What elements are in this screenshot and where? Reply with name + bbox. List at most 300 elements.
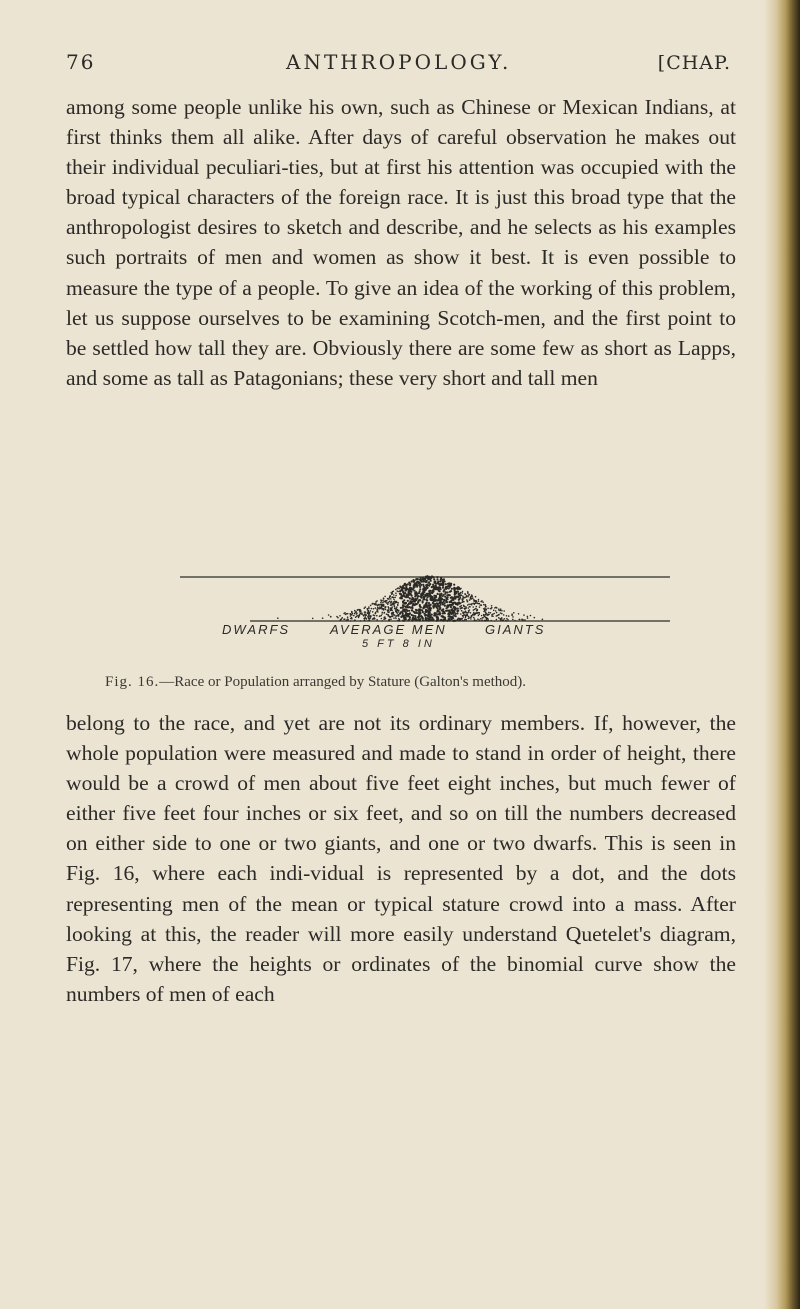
- person-dot: [388, 602, 390, 604]
- person-dot: [398, 611, 400, 613]
- person-dot: [527, 617, 529, 619]
- person-dot: [375, 607, 377, 609]
- person-dot: [433, 585, 435, 587]
- person-dot: [487, 608, 489, 610]
- person-dot: [415, 609, 417, 611]
- caption-number: Fig. 16.: [105, 674, 160, 690]
- person-dot: [389, 597, 391, 599]
- person-dot: [408, 602, 410, 604]
- person-dot: [439, 613, 441, 615]
- person-dot: [397, 615, 399, 617]
- person-dot: [530, 615, 532, 617]
- person-dot: [375, 612, 377, 614]
- person-dot: [392, 615, 394, 617]
- person-dot: [416, 586, 418, 588]
- person-dot: [391, 606, 393, 608]
- person-dot: [353, 615, 355, 617]
- person-dot: [392, 604, 394, 606]
- person-dot: [462, 592, 464, 594]
- person-dot: [402, 595, 404, 597]
- person-dot: [407, 600, 409, 602]
- person-dot: [460, 613, 462, 615]
- person-dot: [437, 593, 439, 595]
- person-dot: [388, 598, 390, 600]
- person-dot: [449, 594, 451, 596]
- person-dot: [493, 610, 495, 612]
- person-dot: [506, 615, 508, 617]
- person-dot: [513, 612, 515, 614]
- person-dot: [492, 616, 494, 618]
- person-dot: [461, 598, 463, 600]
- person-dot: [444, 605, 446, 607]
- person-dot: [498, 614, 500, 616]
- person-dot: [351, 612, 353, 614]
- person-dot: [418, 619, 420, 621]
- person-dot: [425, 581, 427, 583]
- person-dot: [404, 603, 406, 605]
- person-dot: [365, 615, 367, 617]
- person-dot: [480, 601, 482, 603]
- person-dot: [441, 615, 443, 617]
- person-dot: [512, 619, 514, 621]
- person-dot: [344, 612, 346, 614]
- person-dot: [478, 599, 480, 601]
- person-dot: [393, 591, 395, 593]
- person-dot: [475, 608, 477, 610]
- running-title: ANTHROPOLOGY.: [286, 50, 512, 74]
- stature-dot-diagram: [180, 565, 670, 625]
- chapter-mark: [CHAP.: [657, 52, 731, 74]
- person-dot: [437, 619, 439, 621]
- person-dot: [449, 591, 451, 593]
- person-dot: [394, 607, 396, 609]
- person-dot: [462, 600, 464, 602]
- caption-text: —Race or Population arranged by Stature (Galton's method).: [159, 674, 527, 690]
- person-dot: [457, 608, 459, 610]
- person-dot: [416, 581, 418, 583]
- person-dot: [456, 612, 458, 614]
- person-dot: [398, 620, 400, 622]
- person-dot: [454, 606, 456, 608]
- person-dot: [408, 582, 410, 584]
- person-dot: [512, 616, 514, 618]
- person-dot: [407, 594, 409, 596]
- person-dot: [394, 605, 396, 607]
- person-dot: [394, 597, 396, 599]
- person-dot: [464, 606, 466, 608]
- person-dot: [458, 599, 460, 601]
- person-dot: [463, 605, 465, 607]
- person-dot: [454, 620, 456, 622]
- person-dot: [384, 618, 386, 620]
- person-dot: [447, 606, 449, 608]
- person-dot: [436, 578, 438, 580]
- person-dot: [442, 594, 444, 596]
- person-dot: [368, 613, 370, 615]
- person-dot: [409, 584, 411, 586]
- person-dot: [354, 610, 356, 612]
- person-dot: [418, 592, 420, 594]
- person-dot: [493, 613, 495, 615]
- person-dot: [398, 615, 400, 617]
- person-dot: [433, 576, 435, 578]
- person-dot: [468, 607, 470, 609]
- person-dot: [439, 595, 441, 597]
- person-dot: [527, 616, 529, 618]
- person-dot: [411, 601, 413, 603]
- person-dot: [380, 602, 382, 604]
- person-dot: [444, 616, 446, 618]
- person-dot: [468, 617, 470, 619]
- person-dot: [439, 608, 441, 610]
- person-dot: [409, 612, 411, 614]
- person-dot: [346, 619, 348, 621]
- person-dot: [370, 610, 372, 612]
- person-dot: [395, 616, 397, 618]
- person-dot: [477, 618, 479, 620]
- person-dot: [432, 602, 434, 604]
- person-dot: [473, 614, 475, 616]
- person-dot: [405, 596, 407, 598]
- person-dot: [429, 614, 431, 616]
- person-dot: [387, 603, 389, 605]
- person-dot: [440, 593, 442, 595]
- person-dot: [467, 612, 469, 614]
- person-dot: [444, 580, 446, 582]
- person-dot: [441, 602, 443, 604]
- person-dot: [494, 607, 496, 609]
- person-dot: [422, 611, 424, 613]
- person-dot: [407, 619, 409, 621]
- person-dot: [427, 593, 429, 595]
- person-dot: [439, 584, 441, 586]
- person-dot: [470, 612, 472, 614]
- person-dot: [471, 596, 473, 598]
- person-dot: [381, 613, 383, 615]
- person-dot: [465, 617, 467, 619]
- person-dot: [393, 594, 395, 596]
- person-dot: [443, 599, 445, 601]
- person-dot: [454, 593, 456, 595]
- person-dot: [379, 608, 381, 610]
- person-dot: [405, 584, 407, 586]
- person-dot: [368, 611, 370, 613]
- person-dot: [433, 578, 435, 580]
- person-dot: [396, 602, 398, 604]
- person-dot: [347, 618, 349, 620]
- person-dot: [390, 602, 392, 604]
- person-dot: [415, 593, 417, 595]
- person-dot: [383, 604, 385, 606]
- person-dot: [398, 610, 400, 612]
- person-dot: [371, 608, 373, 610]
- person-dot: [396, 608, 398, 610]
- person-dot: [442, 584, 444, 586]
- person-dot: [405, 589, 407, 591]
- person-dot: [469, 606, 471, 608]
- person-dot: [368, 608, 370, 610]
- person-dot: [473, 617, 475, 619]
- person-dot: [382, 612, 384, 614]
- person-dot: [380, 599, 382, 601]
- person-dot: [428, 576, 430, 578]
- person-dot: [417, 616, 419, 618]
- person-dot: [498, 617, 500, 619]
- person-dot: [393, 614, 395, 616]
- person-dot: [482, 601, 484, 603]
- person-dot: [478, 612, 480, 614]
- person-dot: [413, 618, 415, 620]
- person-dot: [460, 588, 462, 590]
- person-dot: [422, 598, 424, 600]
- person-dot: [500, 619, 502, 621]
- person-dot: [393, 597, 395, 599]
- person-dot: [413, 599, 415, 601]
- person-dot: [416, 578, 418, 580]
- person-dot: [443, 578, 445, 580]
- person-dot: [467, 591, 469, 593]
- person-dot: [463, 613, 465, 615]
- person-dot: [458, 586, 460, 588]
- person-dot: [455, 597, 457, 599]
- person-dot: [397, 604, 399, 606]
- person-dot: [447, 591, 449, 593]
- person-dot: [419, 612, 421, 614]
- person-dot: [425, 617, 427, 619]
- person-dot: [400, 590, 402, 592]
- person-dot: [395, 595, 397, 597]
- person-dot: [432, 605, 434, 607]
- person-dot: [459, 618, 461, 620]
- person-dot: [496, 612, 498, 614]
- person-dot: [511, 615, 513, 617]
- person-dot: [407, 596, 409, 598]
- person-dot: [449, 585, 451, 587]
- person-dot: [479, 619, 481, 621]
- person-dot: [444, 593, 446, 595]
- person-dot: [460, 592, 462, 594]
- person-dot: [426, 587, 428, 589]
- person-dot: [372, 603, 374, 605]
- person-dot: [445, 586, 447, 588]
- person-dot: [423, 580, 425, 582]
- person-dot: [479, 604, 481, 606]
- person-dot: [413, 585, 415, 587]
- person-dot: [428, 619, 430, 621]
- person-dot: [354, 619, 356, 621]
- person-dot: [496, 615, 498, 617]
- person-dot: [479, 606, 481, 608]
- person-dot: [483, 608, 485, 610]
- person-dot: [391, 610, 393, 612]
- person-dot: [453, 584, 455, 586]
- person-dot: [388, 614, 390, 616]
- person-dot: [441, 598, 443, 600]
- person-dot: [483, 614, 485, 616]
- person-dot: [422, 601, 424, 603]
- person-dot: [485, 605, 487, 607]
- person-dot: [382, 608, 384, 610]
- person-dot: [474, 618, 476, 620]
- person-dot: [395, 589, 397, 591]
- person-dot: [322, 617, 324, 619]
- person-dot: [365, 606, 367, 608]
- person-dot: [339, 615, 341, 617]
- person-dot: [381, 618, 383, 620]
- person-dot: [374, 615, 376, 617]
- person-dot: [483, 615, 485, 617]
- person-dot: [419, 579, 421, 581]
- person-dot: [369, 619, 371, 621]
- person-dot: [383, 612, 385, 614]
- person-dot: [393, 599, 395, 601]
- person-dot: [430, 616, 432, 618]
- person-dot: [452, 612, 454, 614]
- person-dot: [460, 595, 462, 597]
- person-dot: [355, 616, 357, 618]
- person-dot: [437, 610, 439, 612]
- person-dot: [461, 610, 463, 612]
- person-dot: [414, 601, 416, 603]
- person-dot: [388, 610, 390, 612]
- person-dot: [440, 604, 442, 606]
- person-dot: [466, 596, 468, 598]
- person-dot: [397, 587, 399, 589]
- person-dot: [501, 610, 503, 612]
- person-dot: [471, 598, 473, 600]
- person-dot: [393, 617, 395, 619]
- person-dot: [419, 586, 421, 588]
- person-dot: [426, 602, 428, 604]
- person-dot: [372, 618, 374, 620]
- person-dot: [410, 593, 412, 595]
- person-dot: [457, 596, 459, 598]
- person-dot: [381, 615, 383, 617]
- person-dot: [439, 587, 441, 589]
- person-dot: [453, 615, 455, 617]
- person-dot: [386, 602, 388, 604]
- paragraph-2: belong to the race, and yet are not its ordinary members. If, however, the whole population were measured and made to stand in order of height, there would be a crowd of men about five feet eight inches, but much fewer of either five feet four inches or six feet, and so on till the numbers decreased on either side to one or two giants, and one or two dwarfs. This is seen in Fig. 16, where each indi-vidual is represented by a dot, and the dots representing men of the mean or typical stature crowd into a mass. After looking at this, the reader will more easily understand Quetelet's diagram, Fig. 17, where the heights or ordinates of the binomial curve show the numbers of men of each: [66, 711, 736, 1006]
- person-dot: [423, 589, 425, 591]
- person-dot: [434, 582, 436, 584]
- person-dot: [439, 611, 441, 613]
- person-dot: [455, 591, 457, 593]
- person-dot: [439, 599, 441, 601]
- population-dots: [277, 575, 543, 622]
- person-dot: [407, 606, 409, 608]
- person-dot: [467, 596, 469, 598]
- person-dot: [425, 595, 427, 597]
- person-dot: [390, 598, 392, 600]
- person-dot: [484, 620, 486, 622]
- person-dot: [503, 614, 505, 616]
- person-dot: [430, 596, 432, 598]
- person-dot: [474, 620, 476, 622]
- person-dot: [435, 599, 437, 601]
- person-dot: [471, 594, 473, 596]
- person-dot: [448, 587, 450, 589]
- page-number: 76: [66, 50, 96, 74]
- person-dot: [391, 593, 393, 595]
- person-dot: [436, 588, 438, 590]
- person-dot: [474, 600, 476, 602]
- person-dot: [422, 577, 424, 579]
- person-dot: [450, 600, 452, 602]
- person-dot: [429, 590, 431, 592]
- person-dot: [506, 618, 508, 620]
- person-dot: [486, 615, 488, 617]
- person-dot: [375, 604, 377, 606]
- person-dot: [350, 613, 352, 615]
- person-dot: [356, 612, 358, 614]
- person-dot: [378, 604, 380, 606]
- person-dot: [370, 616, 372, 618]
- person-dot: [448, 618, 450, 620]
- person-dot: [468, 594, 470, 596]
- person-dot: [473, 612, 475, 614]
- person-dot: [466, 614, 468, 616]
- person-dot: [359, 611, 361, 613]
- person-dot: [503, 610, 505, 612]
- person-dot: [396, 606, 398, 608]
- person-dot: [361, 613, 363, 615]
- person-dot: [436, 607, 438, 609]
- person-dot: [501, 617, 503, 619]
- person-dot: [471, 603, 473, 605]
- person-dot: [346, 613, 348, 615]
- person-dot: [431, 586, 433, 588]
- person-dot: [430, 604, 432, 606]
- person-dot: [395, 592, 397, 594]
- person-dot: [357, 609, 359, 611]
- person-dot: [483, 611, 485, 613]
- person-dot: [364, 617, 366, 619]
- person-dot: [370, 605, 372, 607]
- person-dot: [495, 610, 497, 612]
- person-dot: [420, 615, 422, 617]
- person-dot: [468, 603, 470, 605]
- person-dot: [473, 609, 475, 611]
- person-dot: [464, 608, 466, 610]
- person-dot: [426, 599, 428, 601]
- person-dot: [459, 602, 461, 604]
- person-dot: [451, 588, 453, 590]
- person-dot: [523, 614, 525, 616]
- person-dot: [277, 617, 279, 619]
- person-dot: [416, 597, 418, 599]
- person-dot: [443, 589, 445, 591]
- person-dot: [391, 613, 393, 615]
- person-dot: [433, 612, 435, 614]
- person-dot: [390, 618, 392, 620]
- person-dot: [442, 582, 444, 584]
- person-dot: [443, 619, 445, 621]
- person-dot: [385, 606, 387, 608]
- person-dot: [465, 615, 467, 617]
- person-dot: [364, 611, 366, 613]
- person-dot: [430, 599, 432, 601]
- person-dot: [501, 613, 503, 615]
- person-dot: [503, 619, 505, 621]
- person-dot: [498, 610, 500, 612]
- person-dot: [447, 610, 449, 612]
- person-dot: [449, 615, 451, 617]
- person-dot: [367, 616, 369, 618]
- person-dot: [389, 617, 391, 619]
- person-dot: [369, 617, 371, 619]
- person-dot: [419, 599, 421, 601]
- person-dot: [419, 605, 421, 607]
